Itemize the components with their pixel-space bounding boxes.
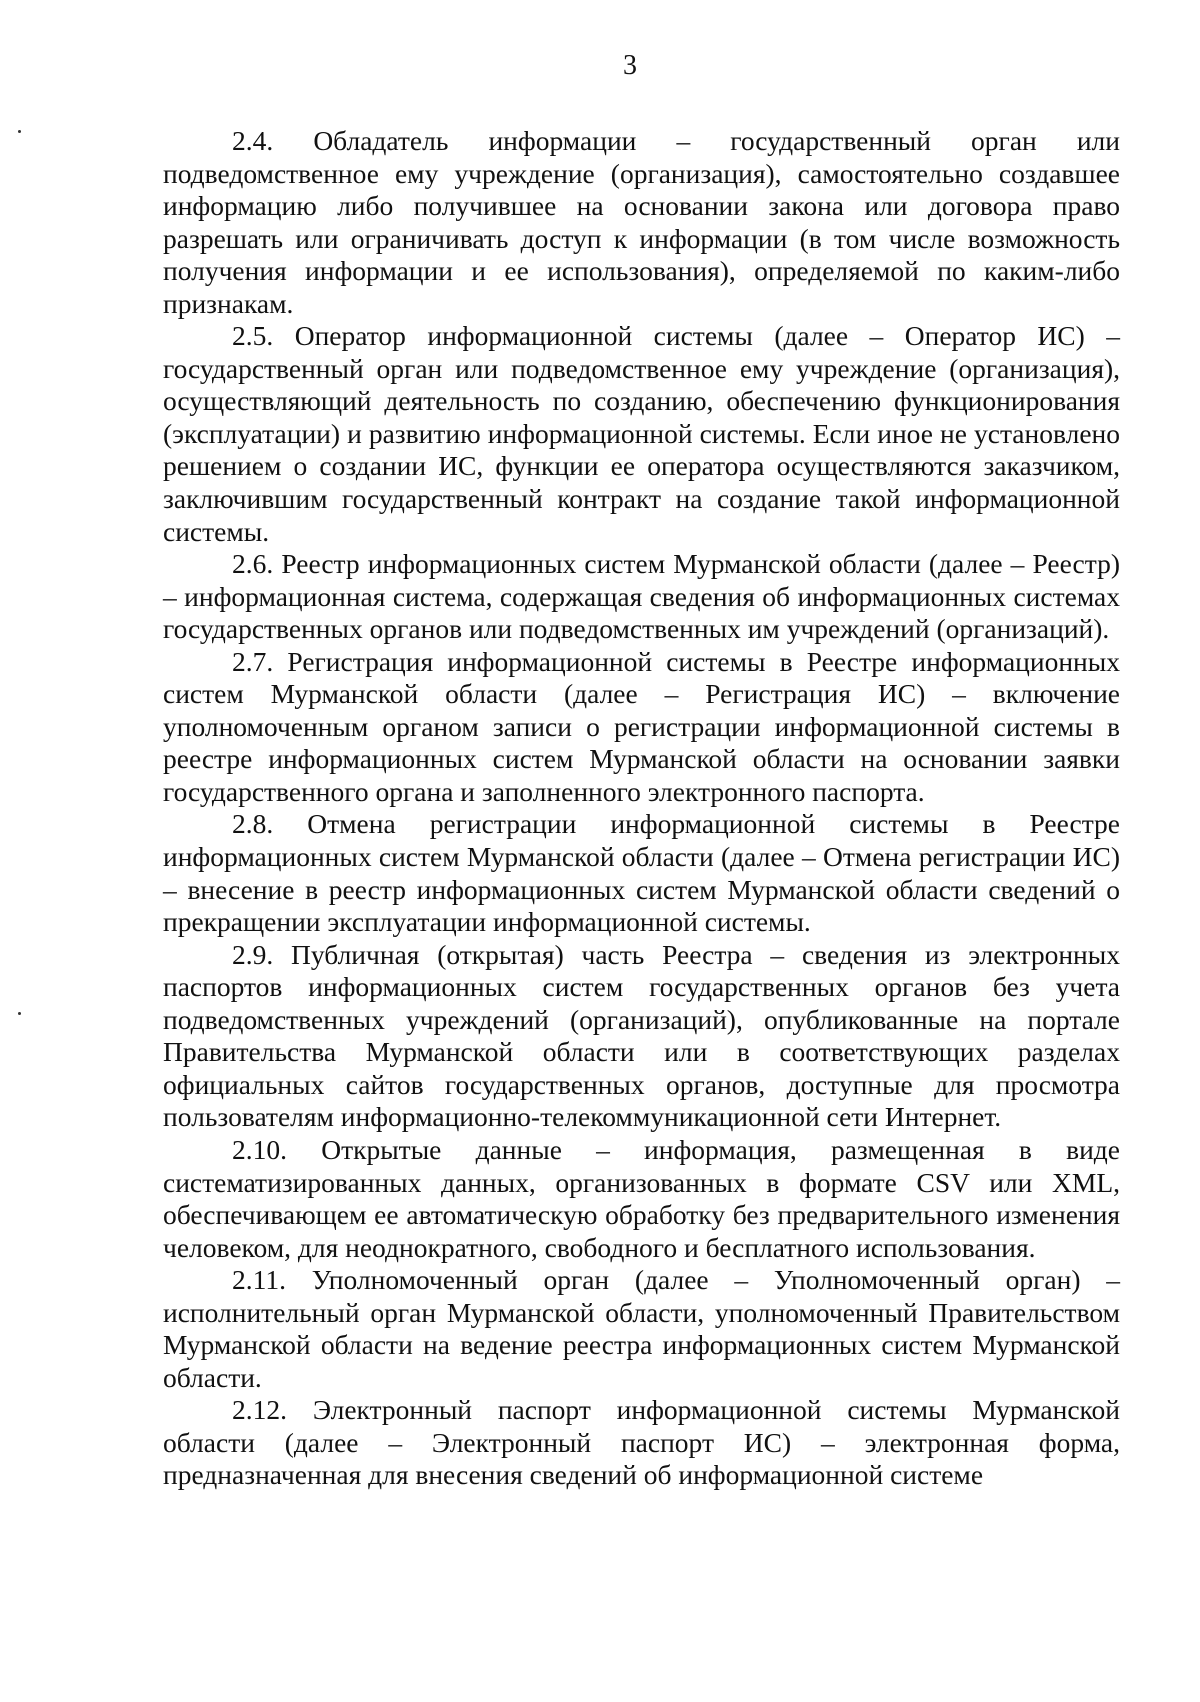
paragraph-2-10: 2.10. Открытые данные – информация, размещенная в виде систематизированных данных, организованных в формате CSV или XML, обеспечивающем ее автоматическую обработку без предварительного изменения человеком, для неоднократного, свободного и бесплатного использования. bbox=[163, 1133, 1120, 1263]
scan-mark bbox=[18, 1012, 21, 1015]
document-body bbox=[163, 125, 1120, 1492]
scan-mark bbox=[18, 130, 21, 133]
paragraph-2-8: 2.8. Отмена регистрации информационной системы в Реестре информационных систем Мурманской области (далее – Отмена регистрации ИС) – внесение в реестр информационных систем Мурманской области сведений о прекращении эксплуатации информационной системы. bbox=[163, 808, 1120, 938]
paragraph-2-6: 2.6. Реестр информационных систем Мурманской области (далее – Реестр) – информационная система, содержащая сведения об информационных системах государственных органов или подведомственных им учреждений (организаций). bbox=[163, 548, 1120, 645]
paragraph-2-11: 2.11. Уполномоченный орган (далее – Уполномоченный орган) – исполнительный орган Мурманской области, уполномоченный Правительством Мурманской области на ведение реестра информационных систем Мурманской области. bbox=[163, 1264, 1120, 1393]
page-number: 3 bbox=[623, 50, 637, 81]
paragraph-2-4: 2.4. Обладатель информации – государственный орган или подведомственное ему учреждение (организация), самостоятельно создавшее информацию либо получившее на основании закона или договора право разрешать или ограничивать доступ к информации (в том числе возможность получения информации и ее использования), определяемой по каким-либо признакам. bbox=[163, 125, 1120, 319]
paragraph-2-5: 2.5. Оператор информационной системы (далее – Оператор ИС) – государственный орган или подведомственное ему учреждение (организация), осуществляющий деятельность по созданию, обеспечению функционирования (эксплуатации) и развитию информационной системы. Если иное не установлено решением о создании ИС, функции ее оператора осуществляются заказчиком, заключившим государственный контракт на создание такой информационной системы. bbox=[163, 320, 1120, 547]
paragraph-2-9: 2.9. Публичная (открытая) часть Реестра – сведения из электронных паспортов информационных систем государственных органов без учета подведомственных учреждений (организаций), опубликованные на портале Правительства Мурманской области или в соответствующих разделах официальных сайтов государственных органов, доступные для просмотра пользователям информационно-телекоммуникационной сети Интернет. bbox=[163, 938, 1120, 1133]
paragraph-2-7: 2.7. Регистрация информационной системы в Реестре информационных систем Мурманской области (далее – Регистрация ИС) – включение уполномоченным органом записи о регистрации информационной системы в реестре информационных систем Мурманской области на основании заявки государственного органа и заполненного электронного паспорта. bbox=[163, 645, 1120, 807]
paragraph-2-12: 2.12. Электронный паспорт информационной системы Мурманской области (далее – Электронный паспорт ИС) – электронная форма, предназначенная для внесения сведений об информационной системе bbox=[163, 1394, 1120, 1491]
